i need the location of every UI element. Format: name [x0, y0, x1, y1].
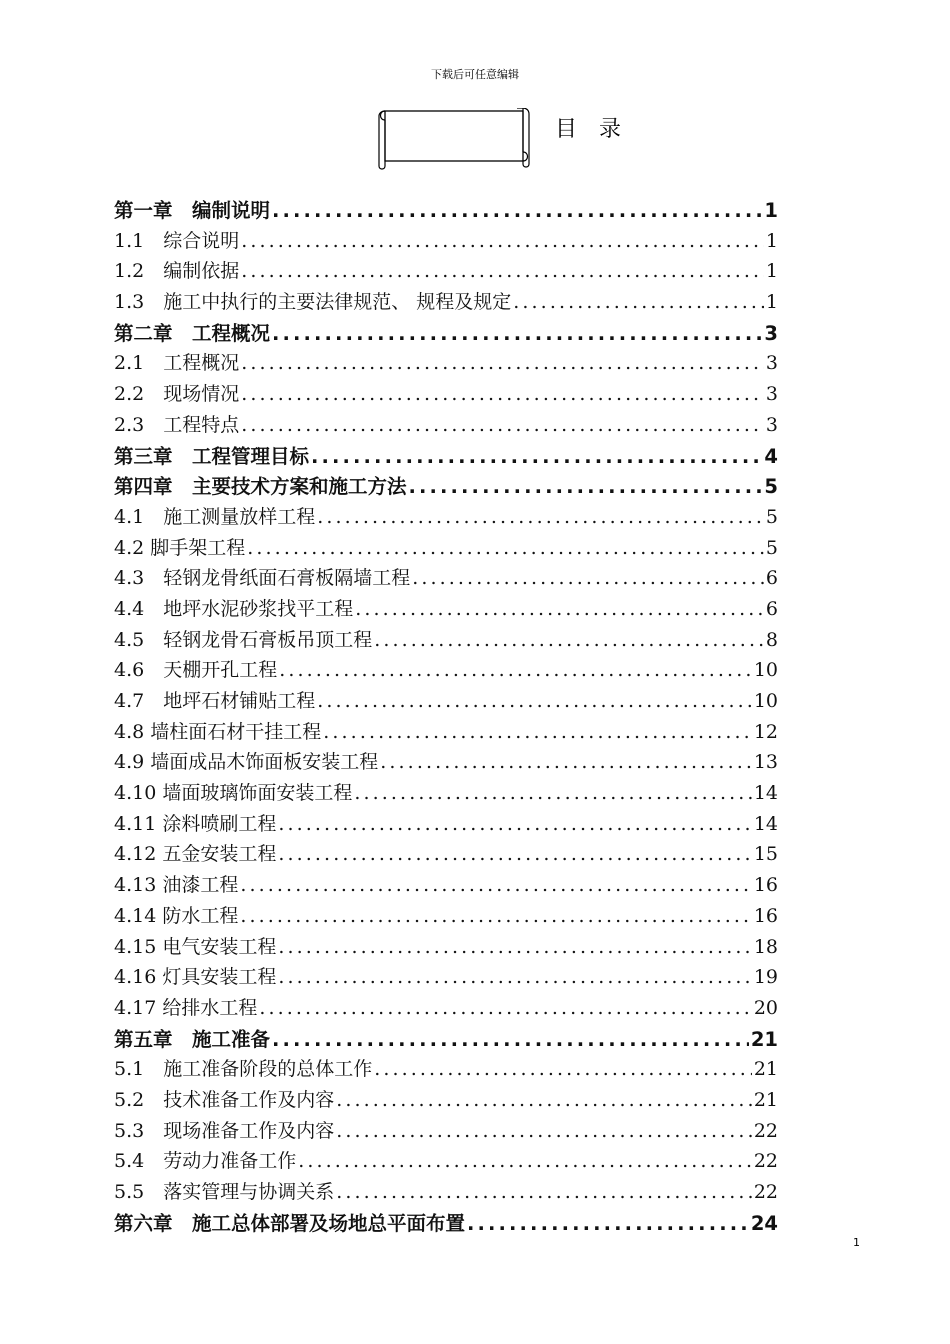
toc-entry-label: 4.16 灯具安装工程 — [114, 966, 277, 989]
toc-entry-page: 8 — [765, 628, 778, 651]
toc-section-entry[interactable] — [114, 594, 778, 625]
toc-entry-page: 21 — [753, 1058, 778, 1081]
toc-entry-label: 1.3 施工中执行的主要法律规范、 规程及规定 — [114, 291, 512, 314]
toc-section-entry[interactable] — [114, 778, 778, 809]
toc-section-entry[interactable] — [114, 1054, 778, 1085]
toc-entry-label: 4.3 轻钢龙骨纸面石膏板隔墙工程 — [114, 567, 411, 590]
toc-leader-dots — [272, 1028, 749, 1051]
toc-entry-page: 1 — [764, 199, 778, 222]
toc-section-entry[interactable] — [114, 993, 778, 1024]
toc-entry-label: 5.1 施工准备阶段的总体工作 — [114, 1058, 373, 1081]
toc-title-char-2: 录 — [599, 117, 622, 142]
toc-entry-label: 4.17 给排水工程 — [114, 996, 258, 1019]
toc-entry-label: 1.2 编制依据 — [114, 260, 240, 283]
toc-chapter-entry[interactable] — [114, 441, 778, 472]
toc-chapter-entry[interactable] — [114, 1024, 778, 1055]
toc-chapter-entry[interactable] — [114, 195, 778, 226]
toc-entry-label: 4.6 天棚开孔工程 — [114, 659, 278, 682]
toc-section-entry[interactable] — [114, 563, 778, 594]
toc-section-entry[interactable] — [114, 686, 778, 717]
toc-section-entry[interactable] — [114, 839, 778, 870]
toc-leader-dots — [241, 260, 764, 282]
toc-entry-page: 3 — [765, 413, 778, 436]
toc-section-entry[interactable] — [114, 809, 778, 840]
toc-entry-page: 1 — [765, 260, 778, 283]
toc-entry-page: 19 — [753, 966, 778, 989]
toc-section-entry[interactable] — [114, 256, 778, 287]
toc-leader-dots — [409, 475, 763, 498]
toc-entry-label: 4.13 油漆工程 — [114, 874, 239, 897]
toc-entry-label: 第一章 编制说明 — [114, 199, 271, 222]
toc-chapter-entry[interactable] — [114, 318, 778, 349]
toc-entry-page: 22 — [753, 1150, 778, 1173]
toc-entry-page: 18 — [753, 935, 778, 958]
toc-leader-dots — [279, 659, 752, 681]
toc-leader-dots — [278, 936, 751, 958]
toc-leader-dots — [317, 690, 752, 712]
toc-entry-label: 第四章 主要技术方案和施工方法 — [114, 475, 407, 499]
header-note: 下载后可任意编辑 — [431, 68, 519, 81]
toc-entry-label: 第二章 工程概况 — [114, 321, 271, 345]
toc-leader-dots — [241, 414, 764, 436]
toc-chapter-entry[interactable] — [114, 471, 778, 502]
toc-section-entry[interactable] — [114, 717, 778, 748]
toc-section-entry[interactable] — [114, 410, 778, 441]
toc-entry-label: 4.4 地坪水泥砂浆找平工程 — [114, 597, 354, 620]
toc-entry-label: 4.10 墙面玻璃饰面安装工程 — [114, 782, 353, 805]
toc-section-entry[interactable] — [114, 1085, 778, 1116]
toc-section-entry[interactable] — [114, 625, 778, 656]
toc-entry-page: 5 — [765, 536, 778, 559]
toc-entry-page: 5 — [764, 475, 778, 499]
toc-title-char-1: 目 — [555, 117, 578, 142]
toc-leader-dots — [513, 291, 764, 313]
toc-entry-label: 第三章 工程管理目标 — [114, 444, 310, 468]
toc-entry-label: 4.15 电气安装工程 — [114, 935, 277, 958]
toc-entry-page: 6 — [765, 597, 778, 620]
toc-entry-label: 5.3 现场准备工作及内容 — [114, 1119, 335, 1142]
toc-leader-dots — [412, 567, 764, 589]
toc-leader-dots — [298, 1150, 752, 1172]
toc-leader-dots — [317, 506, 764, 528]
toc-entry-label: 4.14 防水工程 — [114, 904, 239, 927]
toc-section-entry[interactable] — [114, 1116, 778, 1147]
toc-entry-page: 22 — [753, 1181, 778, 1203]
toc-entry-page: 16 — [753, 874, 778, 897]
toc-section-entry[interactable] — [114, 502, 778, 533]
toc-entry-page: 13 — [753, 751, 778, 774]
toc-entry-page: 14 — [753, 812, 778, 835]
toc-leader-dots — [240, 905, 751, 927]
toc-entry-label: 第五章 施工准备 — [114, 1027, 271, 1051]
toc-leader-dots — [272, 199, 762, 222]
toc-entry-label: 2.2 现场情况 — [114, 383, 240, 406]
toc-leader-dots — [278, 966, 751, 988]
toc-entry-label: 4.11 涂料喷刷工程 — [114, 812, 277, 835]
toc-entry-page: 12 — [753, 720, 778, 743]
toc-leader-dots — [336, 1181, 752, 1203]
toc-entry-page: 10 — [753, 659, 778, 682]
toc-leader-dots — [241, 230, 764, 252]
toc-entry-page: 24 — [750, 1211, 778, 1235]
toc-leader-dots — [374, 629, 764, 651]
toc-entry-page: 14 — [753, 782, 778, 805]
toc-title — [555, 112, 621, 143]
toc-leader-dots — [241, 383, 764, 405]
toc-entry-page: 1 — [765, 229, 778, 252]
toc-leader-dots — [354, 782, 751, 804]
toc-leader-dots — [336, 1089, 752, 1111]
toc-entry-label: 4.9 墙面成品木饰面板安装工程 — [114, 751, 379, 774]
toc-leader-dots — [380, 751, 752, 773]
toc-section-entry[interactable] — [114, 655, 778, 686]
toc-leader-dots — [247, 537, 764, 559]
toc-leader-dots — [336, 1120, 752, 1142]
toc-entry-label: 5.5 落实管理与协调关系 — [114, 1181, 335, 1203]
toc-entry-label: 4.12 五金安装工程 — [114, 843, 277, 866]
toc-entry-page: 22 — [753, 1119, 778, 1142]
toc-entry-page: 3 — [764, 321, 778, 345]
toc-section-entry[interactable] — [114, 870, 778, 901]
toc-entry-page: 3 — [765, 383, 778, 406]
toc-entry-label: 4.1 施工测量放样工程 — [114, 505, 316, 528]
toc-entry-label: 4.2 脚手架工程 — [114, 536, 246, 559]
toc-entry-label: 4.5 轻钢龙骨石膏板吊顶工程 — [114, 628, 373, 651]
toc-section-entry[interactable] — [114, 226, 778, 257]
toc-section-entry[interactable] — [114, 747, 778, 778]
toc-chapter-entry[interactable] — [114, 1208, 778, 1239]
toc-entry-label: 5.4 劳动力准备工作 — [114, 1150, 297, 1173]
toc-entry-label: 2.3 工程特点 — [114, 413, 240, 436]
toc-entry-label: 第六章 施工总体部署及场地总平面布置 — [114, 1211, 466, 1235]
toc-entry-page: 5 — [765, 505, 778, 528]
toc-section-entry[interactable] — [114, 287, 778, 318]
toc-leader-dots — [278, 843, 751, 865]
toc-entry-page: 21 — [753, 1088, 778, 1111]
toc-entry-page: 21 — [750, 1027, 778, 1051]
page-number: 1 — [853, 1236, 860, 1249]
toc-entry-label: 4.7 地坪石材铺贴工程 — [114, 690, 316, 712]
toc-entry-page: 10 — [753, 690, 778, 712]
toc-leader-dots — [241, 352, 764, 374]
table-of-contents — [114, 195, 778, 1238]
toc-leader-dots — [278, 813, 751, 835]
toc-section-entry[interactable] — [114, 379, 778, 410]
toc-entry-page: 3 — [765, 352, 778, 375]
toc-section-entry[interactable] — [114, 901, 778, 932]
toc-section-entry[interactable] — [114, 932, 778, 963]
toc-entry-label: 5.2 技术准备工作及内容 — [114, 1088, 335, 1111]
toc-leader-dots — [311, 445, 762, 468]
toc-entry-label: 4.8 墙柱面石材干挂工程 — [114, 720, 322, 743]
toc-entry-page: 4 — [764, 444, 778, 468]
toc-section-entry[interactable] — [114, 962, 778, 993]
scroll-banner-graphic — [377, 108, 531, 172]
toc-leader-dots — [272, 322, 762, 345]
toc-entry-page: 1 — [765, 291, 778, 314]
toc-entry-label: 1.1 综合说明 — [114, 229, 240, 252]
toc-leader-dots — [240, 874, 751, 896]
toc-section-entry[interactable] — [114, 1177, 778, 1208]
toc-entry-label: 2.1 工程概况 — [114, 352, 240, 375]
toc-leader-dots — [467, 1212, 749, 1235]
toc-leader-dots — [374, 1058, 752, 1080]
toc-leader-dots — [259, 997, 751, 1019]
toc-section-entry[interactable] — [114, 1146, 778, 1177]
toc-leader-dots — [323, 721, 752, 743]
toc-entry-page: 6 — [765, 567, 778, 590]
toc-section-entry[interactable] — [114, 533, 778, 564]
toc-entry-page: 16 — [753, 904, 778, 927]
toc-entry-page: 15 — [753, 843, 778, 866]
toc-section-entry[interactable] — [114, 348, 778, 379]
toc-leader-dots — [355, 598, 764, 620]
toc-entry-page: 20 — [753, 996, 778, 1019]
